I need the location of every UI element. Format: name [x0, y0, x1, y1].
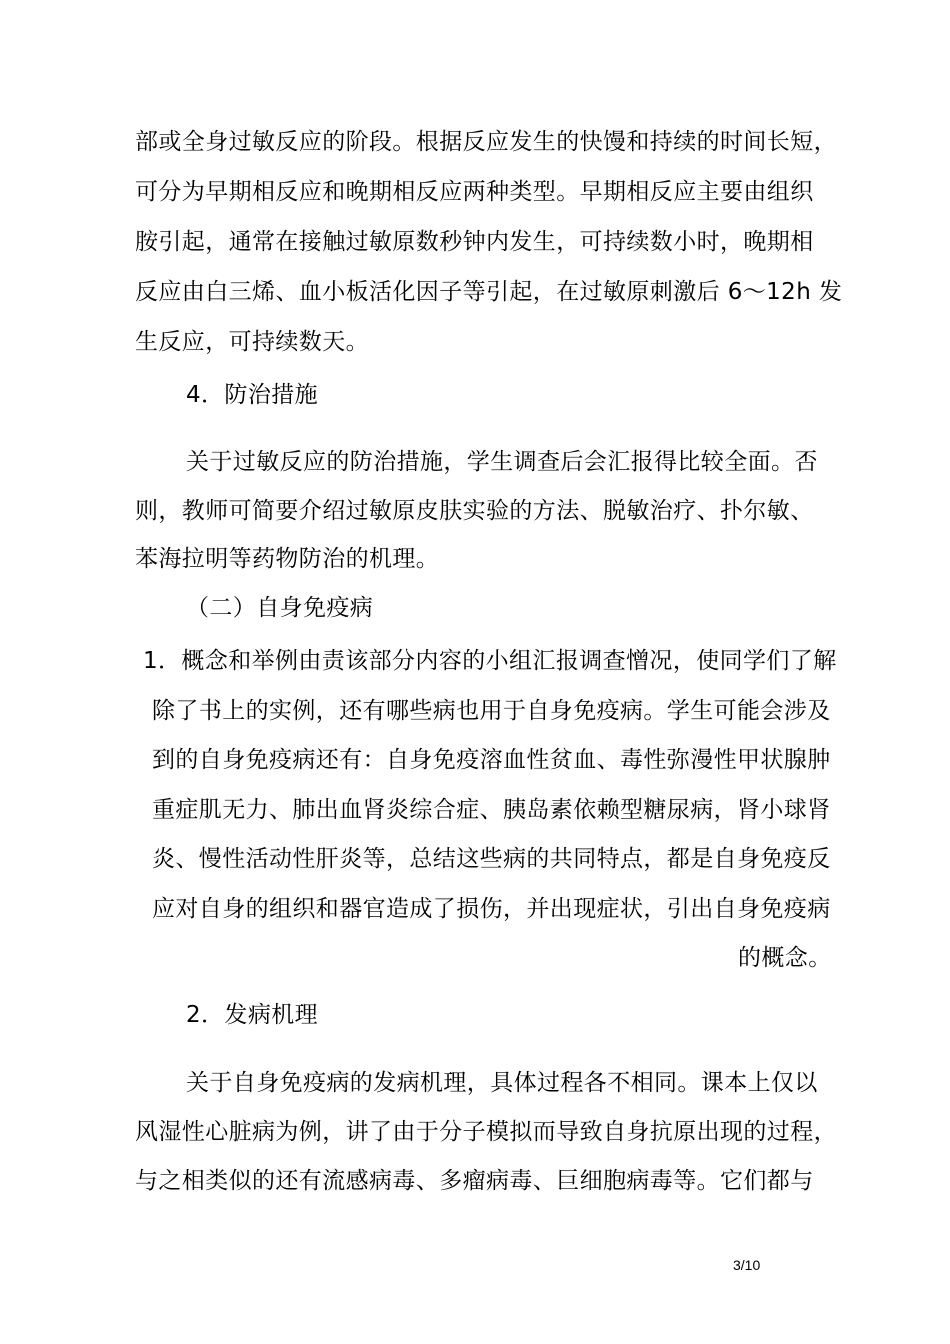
text-line: 胺引起，通常在接触过敏原数秒钟内发生，可持续数小时，晚期相	[135, 229, 814, 255]
text-line: 关于过敏反应的防治措施，学生调查后会汇报得比较全面。否	[186, 449, 818, 475]
section-heading: （二）自身免疫病	[186, 595, 374, 621]
text-line: 苯海拉明等药物防治的机理。	[135, 546, 440, 572]
list-item-text: 1．概念和举例由责该部分内容的小组汇报调查憎况，使同学们了解	[143, 648, 837, 674]
section-heading: 4．防治措施	[186, 382, 319, 408]
text-line: 风湿性心脏病为例，讲了由于分子模拟而导致自身抗原出现的过程，	[135, 1119, 837, 1145]
text-line: 则，教师可简要介绍过敏原皮肤实验的方法、脱敏治疗、扑尔敏、	[135, 498, 814, 524]
page-number: 3/10	[733, 1257, 761, 1273]
text-line: 与之相类似的还有流感病毒、多瘤病毒、巨细胞病毒等。它们都与	[135, 1168, 814, 1194]
text-line: 应对自身的组织和器官造成了损伤，并出现症状，引出自身免疫病	[152, 896, 831, 922]
text-line: 除了书上的实例，还有哪些病也用于自身免疫病。学生可能会涉及	[152, 698, 831, 724]
text-line: 重症肌无力、肺出血肾炎综合症、胰岛素依赖型糖尿病，肾小球肾	[152, 797, 831, 823]
section-heading: 2．发病机理	[186, 1002, 319, 1028]
text-line: 关于自身免疫病的发病机理，具体过程各不相同。课本上仅以	[186, 1070, 818, 1096]
text-line: 炎、慢性活动性肝炎等，总结这些病的共同特点，都是自身免疫反	[152, 846, 831, 872]
text-line: 到的自身免疫病还有：自身免疫溶血性贫血、毒性弥漫性甲状腺肿	[152, 747, 831, 773]
text-line: 反应由白三烯、血小板活化因子等引起，在过敏原刺激后 6〜12h 发	[135, 279, 843, 305]
text-line: 的概念。	[738, 945, 832, 971]
text-line: 部或全身过敏反应的阶段。根据反应发生的快馒和持续的时间长短，	[135, 129, 837, 155]
text-line: 可分为早期相反应和晚期相反应两种类型。早期相反应主要由组织	[135, 179, 814, 205]
text-line: 生反应，可持续数天。	[135, 329, 369, 355]
